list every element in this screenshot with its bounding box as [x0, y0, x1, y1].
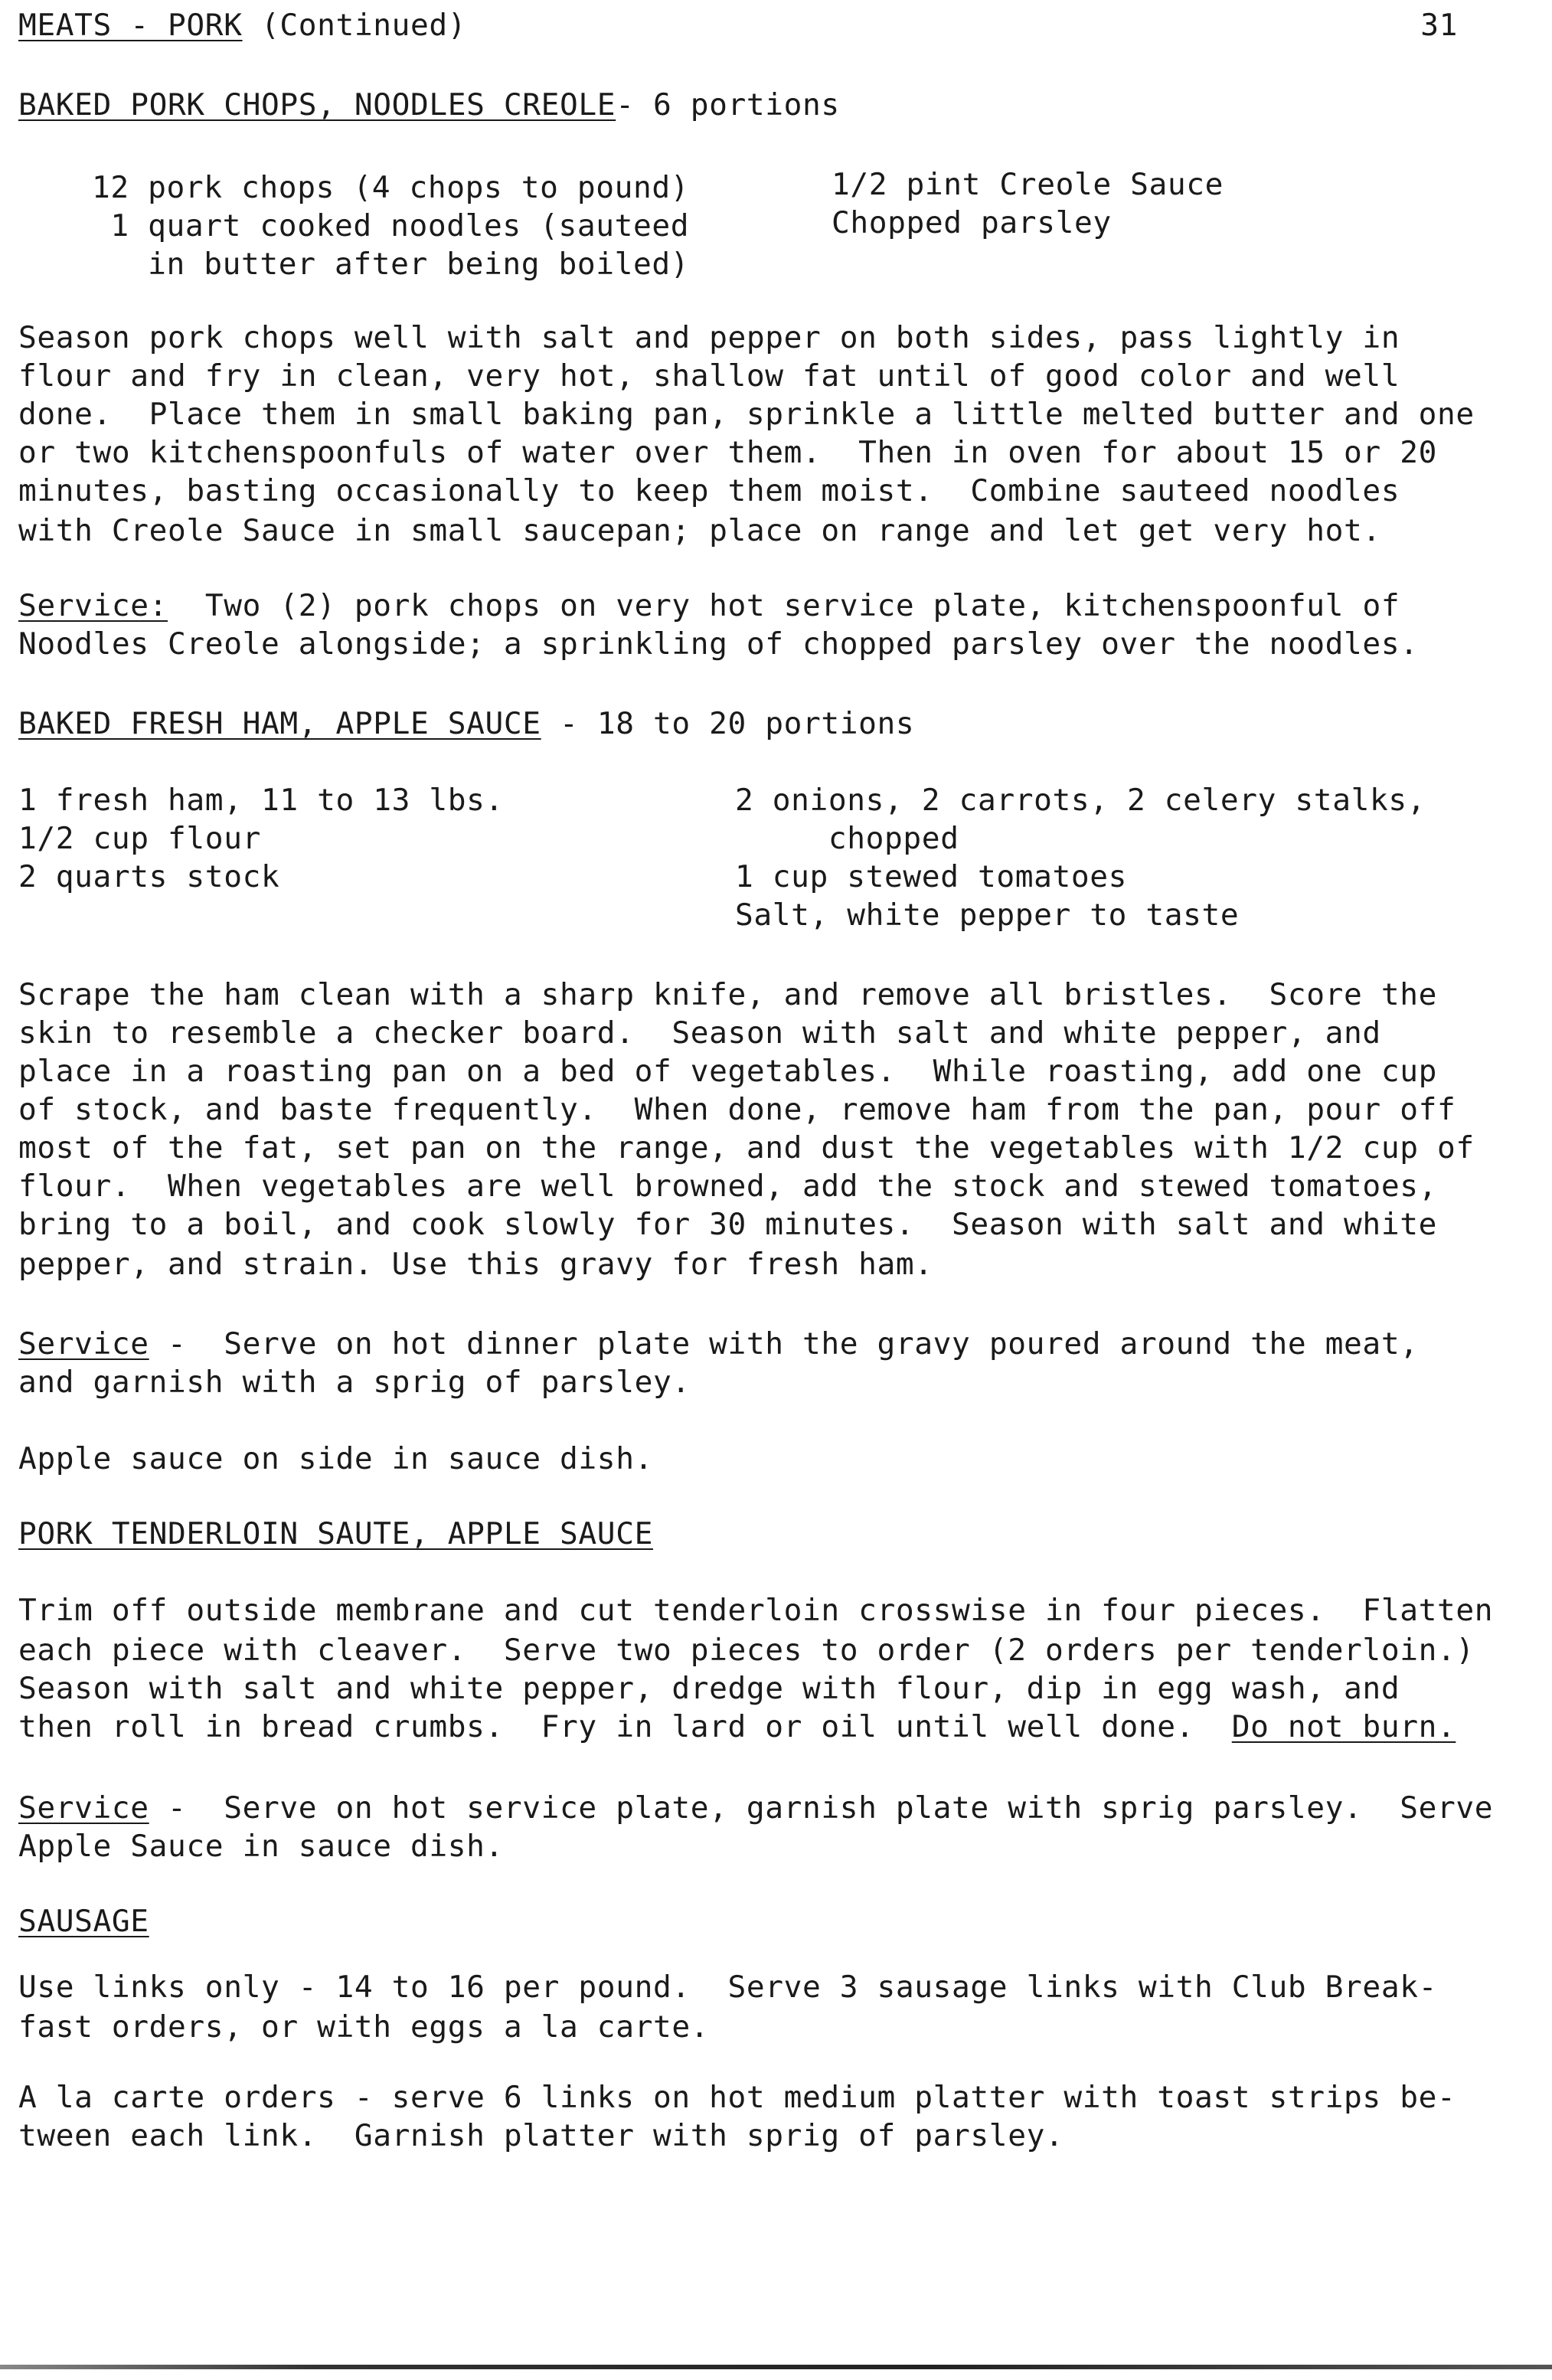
- recipe-title-line: [18, 705, 914, 743]
- method-line: skin to resemble a checker board. Season with salt and white pepper, and: [18, 1015, 1381, 1051]
- service-label: Service: [18, 1326, 149, 1362]
- service-text: - Serve on hot service plate, garnish plate with sprig parsley. Serve: [149, 1790, 1494, 1826]
- paragraph-line: fast orders, or with eggs a la carte.: [18, 2009, 710, 2045]
- ingredient-line: 1 quart cooked noodles (sauteed: [92, 208, 690, 244]
- service-line: Apple Sauce in sauce dish.: [18, 1829, 504, 1864]
- section-title: MEATS - PORK: [18, 8, 243, 43]
- paragraph-line: A la carte orders - serve 6 links on hot medium platter with toast strips be-: [18, 2080, 1456, 2115]
- warning-emphasis: Do not burn.: [1231, 1709, 1456, 1744]
- ingredient-line: 1/2 cup flour: [18, 821, 261, 856]
- paragraph-line: Use links only - 14 to 16 per pound. Serve 3 sausage links with Club Break-: [18, 1970, 1437, 2005]
- recipe-title-line: [18, 86, 840, 124]
- method-line: Season pork chops well with salt and pepper on both sides, pass lightly in: [18, 320, 1400, 355]
- ingredient-line: in butter after being boiled): [92, 247, 690, 282]
- service-line: and garnish with a sprig of parsley.: [18, 1365, 691, 1400]
- paragraph-line: tween each link. Garnish platter with sprig of parsley.: [18, 2118, 1064, 2153]
- recipe-title: BAKED FRESH HAM, APPLE SAUCE: [18, 706, 541, 741]
- recipe-title-line: [18, 1515, 653, 1553]
- method-line: Season with salt and white pepper, dredge with flour, dip in egg wash, and: [18, 1671, 1400, 1706]
- recipe-title: SAUSAGE: [18, 1904, 149, 1939]
- ingredient-line: 2 quarts stock: [18, 859, 280, 894]
- method-line: minutes, basting occasionally to keep them moist. Combine sauteed noodles: [18, 473, 1400, 508]
- ingredient-line: Salt, white pepper to taste: [735, 897, 1240, 933]
- service-line: Noodles Creole alongside; a sprinkling of chopped parsley over the noodles.: [18, 626, 1419, 662]
- service-text: - Serve on hot dinner plate with the gravy poured around the meat,: [149, 1326, 1419, 1362]
- method-text: then roll in bread crumbs. Fry in lard or oil until well done.: [18, 1709, 1232, 1744]
- ingredient-line: 1 fresh ham, 11 to 13 lbs.: [18, 783, 504, 818]
- method-line: pepper, and strain. Use this gravy for fresh ham.: [18, 1247, 933, 1282]
- recipe-yield: - 18 to 20 portions: [541, 706, 915, 741]
- page-header: [18, 6, 1458, 44]
- method-line: bring to a boil, and cook slowly for 30 minutes. Season with salt and white: [18, 1207, 1437, 1242]
- method-line: with Creole Sauce in small saucepan; place on range and let get very hot.: [18, 513, 1381, 548]
- ingredient-line: chopped: [735, 821, 959, 856]
- method-line: Trim off outside membrane and cut tenderloin crosswise in four pieces. Flatten: [18, 1593, 1494, 1628]
- recipe-title: BAKED PORK CHOPS, NOODLES CREOLE: [18, 87, 616, 123]
- section-heading: [18, 6, 466, 44]
- bottom-edge-rule: [0, 2365, 1552, 2369]
- method-line: Scrape the ham clean with a sharp knife, and remove all bristles. Score the: [18, 977, 1437, 1012]
- ingredient-line: 1 cup stewed tomatoes: [735, 859, 1128, 894]
- ingredient-line: 12 pork chops (4 chops to pound): [92, 170, 690, 205]
- recipe-title-line: [18, 1902, 149, 1940]
- ingredient-line: Chopped parsley: [832, 205, 1112, 240]
- service-line: [18, 1325, 1419, 1363]
- recipe-yield: - 6 portions: [616, 87, 840, 123]
- method-line: of stock, and baste frequently. When done, remove ham from the pan, pour off: [18, 1092, 1456, 1127]
- method-line: or two kitchenspoonfuls of water over them. Then in oven for about 15 or 20: [18, 435, 1437, 470]
- service-label: Service:: [18, 588, 168, 623]
- continued-label: (Continued): [260, 8, 467, 43]
- method-line: [18, 1708, 1456, 1746]
- side-note: Apple sauce on side in sauce dish.: [18, 1441, 653, 1476]
- ingredient-line: 2 onions, 2 carrots, 2 celery stalks,: [735, 783, 1426, 818]
- recipe-title: PORK TENDERLOIN SAUTE, APPLE SAUCE: [18, 1516, 653, 1551]
- method-line: most of the fat, set pan on the range, and dust the vegetables with 1/2 cup of: [18, 1130, 1475, 1165]
- method-line: place in a roasting pan on a bed of vegetables. While roasting, add one cup: [18, 1054, 1437, 1089]
- page-number: 31: [1420, 8, 1458, 43]
- method-line: flour and fry in clean, very hot, shallow fat until of good color and well: [18, 358, 1400, 394]
- service-label: Service: [18, 1790, 149, 1826]
- method-line: done. Place them in small baking pan, sprinkle a little melted butter and one: [18, 397, 1475, 432]
- method-line: flour. When vegetables are well browned, add the stock and stewed tomatoes,: [18, 1169, 1437, 1204]
- service-line: [18, 1789, 1493, 1827]
- ingredient-line: 1/2 pint Creole Sauce: [832, 167, 1224, 202]
- method-line: each piece with cleaver. Serve two pieces to order (2 orders per tenderloin.): [18, 1633, 1475, 1668]
- service-text: Two (2) pork chops on very hot service plate, kitchenspoonful of: [168, 588, 1400, 623]
- service-line: [18, 587, 1400, 625]
